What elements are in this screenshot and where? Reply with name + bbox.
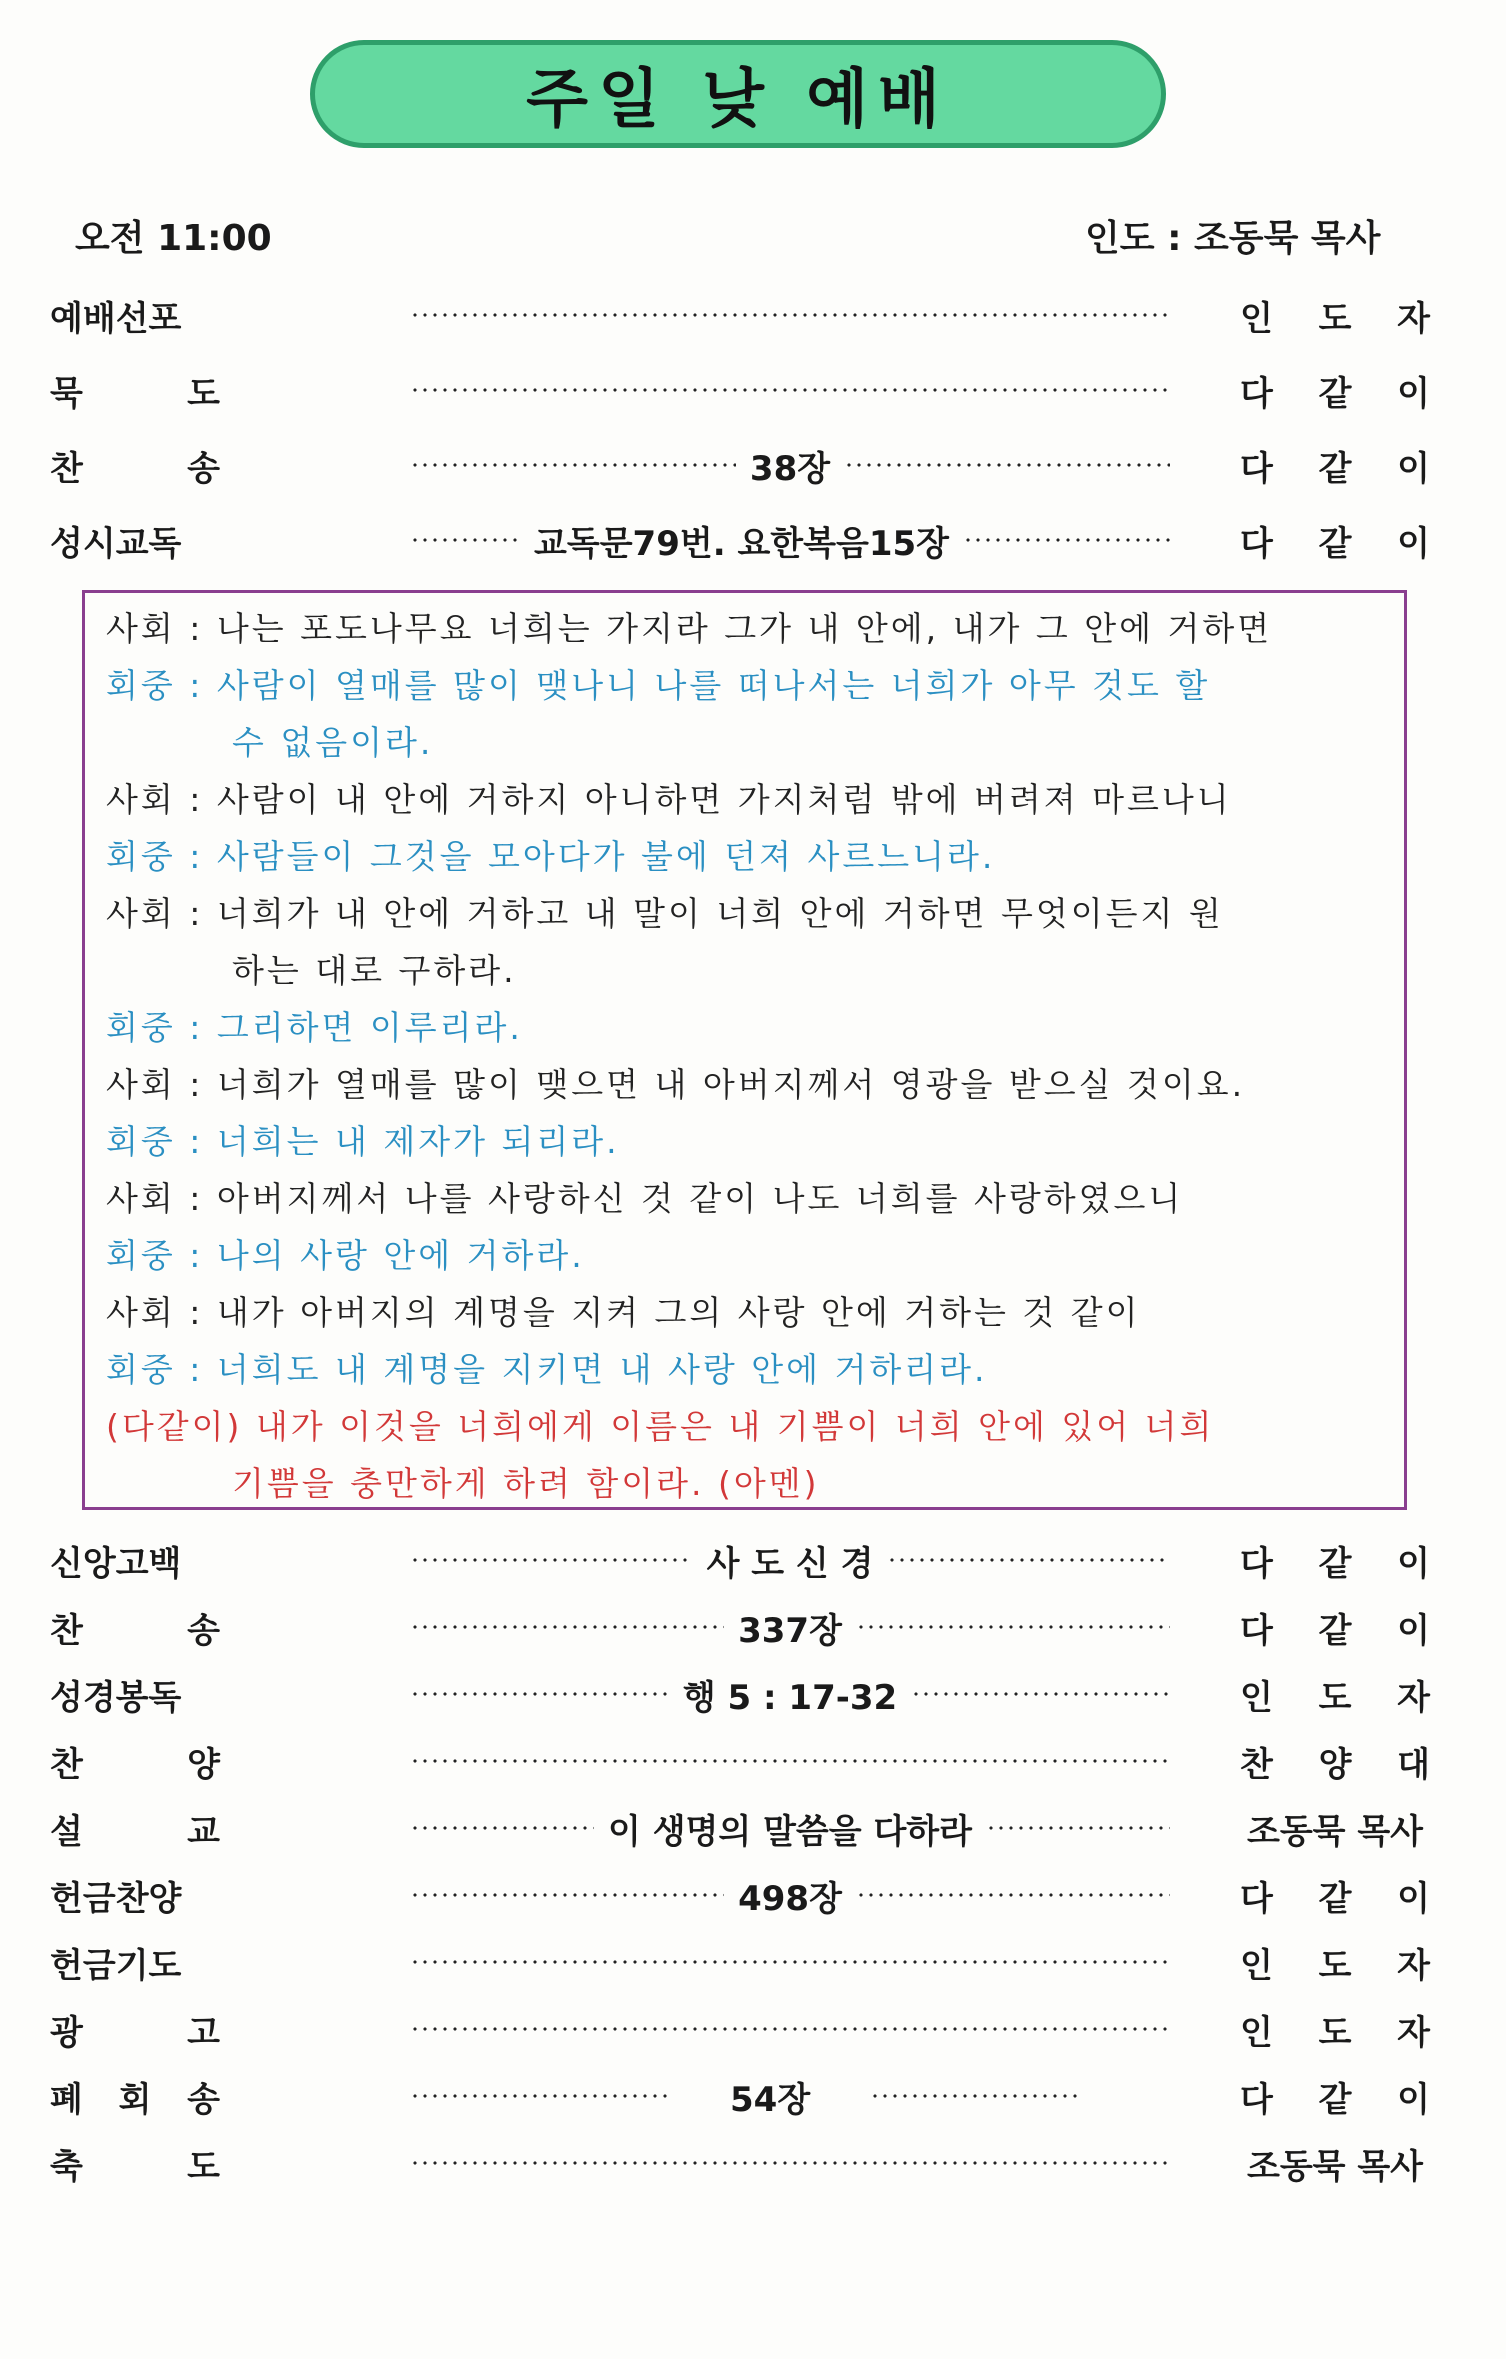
order-performer: 인 도 자 <box>1240 298 1430 339</box>
order-performer: 다 같 이 <box>1240 523 1430 564</box>
order-label: 헌금기도 <box>50 1945 182 1986</box>
order-label: 헌금찬양 <box>50 1878 182 1919</box>
dot-leader <box>410 1871 1170 1920</box>
order-label: 폐 회 송 <box>50 2079 220 2120</box>
reading-line-leader: 사회 : 아버지께서 나를 사랑하신 것 같이 나도 너희를 사랑하였으니 <box>106 1179 1184 1218</box>
dot-leader <box>410 516 1170 565</box>
order-label: 묵 도 <box>50 373 220 414</box>
order-label: 예배선포 <box>50 298 182 339</box>
order-row <box>50 510 1430 570</box>
order-label: 찬 양 <box>50 1744 220 1785</box>
order-row <box>50 435 1430 495</box>
dot-leader <box>410 1759 1170 1763</box>
reading-line-leader: 사회 : 너희가 열매를 많이 맺으면 내 아버지께서 영광을 받으실 것이요. <box>106 1065 1246 1104</box>
order-performer: 다 같 이 <box>1240 1543 1430 1584</box>
order-detail: 교독문79번. 요한복음15장 <box>534 523 949 564</box>
order-row <box>50 1530 1430 1590</box>
order-performer: 조동묵 목사 <box>1246 2146 1424 2187</box>
order-detail: 498장 <box>738 1878 842 1919</box>
order-row <box>50 1664 1430 1724</box>
reading-line-continuation: 수 없음이라. <box>232 723 434 762</box>
reading-line-congregation: 회중 : 나의 사랑 안에 거하라. <box>106 1236 585 1275</box>
service-time: 오전 11:00 <box>75 218 272 259</box>
dot-leader <box>410 2027 1170 2031</box>
service-leader: 인도 : 조동묵 목사 <box>1085 218 1381 259</box>
order-detail: 이 생명의 말씀을 다하라 <box>608 1811 972 1852</box>
order-row <box>50 1731 1430 1791</box>
order-label: 찬 송 <box>50 448 220 489</box>
order-detail: 행 5 : 17-32 <box>682 1677 898 1718</box>
reading-line-congregation: 회중 : 사람이 열매를 많이 맺나니 나를 떠나서는 너희가 아무 것도 할 <box>106 666 1211 705</box>
order-row <box>50 285 1430 345</box>
order-label: 성시교독 <box>50 523 182 564</box>
dot-leader <box>410 1804 1170 1853</box>
order-label: 성경봉독 <box>50 1677 182 1718</box>
reading-line-continuation: 기쁨을 충만하게 하려 함이라. (아멘) <box>232 1464 820 1503</box>
order-row <box>50 2066 1430 2126</box>
dot-leader <box>410 2072 1170 2121</box>
reading-line-continuation: 하는 대로 구하라. <box>232 951 517 990</box>
dot-leader <box>410 1670 1170 1719</box>
order-row <box>50 1865 1430 1925</box>
order-label: 설 교 <box>50 1811 220 1852</box>
order-row <box>50 1798 1430 1858</box>
dot-leader <box>410 441 1170 490</box>
order-performer: 다 같 이 <box>1240 2079 1430 2120</box>
dot-leader <box>410 388 1170 392</box>
dot-leader <box>410 2161 1170 2165</box>
order-detail: 38장 <box>749 448 831 489</box>
order-performer: 다 같 이 <box>1240 1878 1430 1919</box>
order-label: 찬 송 <box>50 1610 220 1651</box>
reading-line-congregation: 회중 : 그리하면 이루리라. <box>106 1008 523 1047</box>
page-title: 주일 낮 예배 <box>526 63 950 137</box>
dot-leader <box>410 1603 1170 1652</box>
order-detail: 사 도 신 경 <box>706 1543 874 1584</box>
order-performer: 인 도 자 <box>1240 1945 1430 1986</box>
order-row <box>50 2133 1430 2193</box>
reading-line-leader: 사회 : 내가 아버지의 계명을 지켜 그의 사랑 안에 거하는 것 같이 <box>106 1293 1141 1332</box>
order-performer: 다 같 이 <box>1240 1610 1430 1651</box>
dot-leader <box>410 1960 1170 1964</box>
order-label: 신앙고백 <box>50 1543 182 1584</box>
order-label: 광 고 <box>50 2012 220 2053</box>
order-performer: 조동묵 목사 <box>1246 1811 1424 1852</box>
order-row <box>50 360 1430 420</box>
order-performer: 인 도 자 <box>1240 1677 1430 1718</box>
reading-line-congregation: 회중 : 너희는 내 제자가 되리라. <box>106 1122 620 1161</box>
reading-line-congregation: 회중 : 사람들이 그것을 모아다가 불에 던져 사르느니라. <box>106 837 996 876</box>
order-row <box>50 1597 1430 1657</box>
order-performer: 찬 양 대 <box>1240 1744 1430 1785</box>
order-row <box>50 1932 1430 1992</box>
title-banner <box>310 40 1166 148</box>
reading-line-leader: 사회 : 나는 포도나무요 너희는 가지라 그가 내 안에, 내가 그 안에 거하면 <box>106 609 1273 648</box>
reading-line-all: (다같이) 내가 이것을 너희에게 이름은 내 기쁨이 너희 안에 있어 너희 <box>106 1407 1215 1446</box>
reading-line-leader: 사회 : 사람이 내 안에 거하지 아니하면 가지처럼 밖에 버려져 마르나니 <box>106 780 1232 819</box>
order-detail: 337장 <box>738 1610 842 1651</box>
reading-line-congregation: 회중 : 너희도 내 계명을 지키면 내 사랑 안에 거하리라. <box>106 1350 988 1389</box>
order-performer: 다 같 이 <box>1240 448 1430 489</box>
dot-leader <box>410 1536 1170 1585</box>
order-label: 축 도 <box>50 2146 220 2187</box>
order-performer: 인 도 자 <box>1240 2012 1430 2053</box>
dot-leader <box>410 313 1170 317</box>
order-performer: 다 같 이 <box>1240 373 1430 414</box>
order-detail: 54장 <box>730 2079 811 2120</box>
order-row <box>50 1999 1430 2059</box>
reading-line-leader: 사회 : 너희가 내 안에 거하고 내 말이 너희 안에 거하면 무엇이든지 원 <box>106 894 1224 933</box>
